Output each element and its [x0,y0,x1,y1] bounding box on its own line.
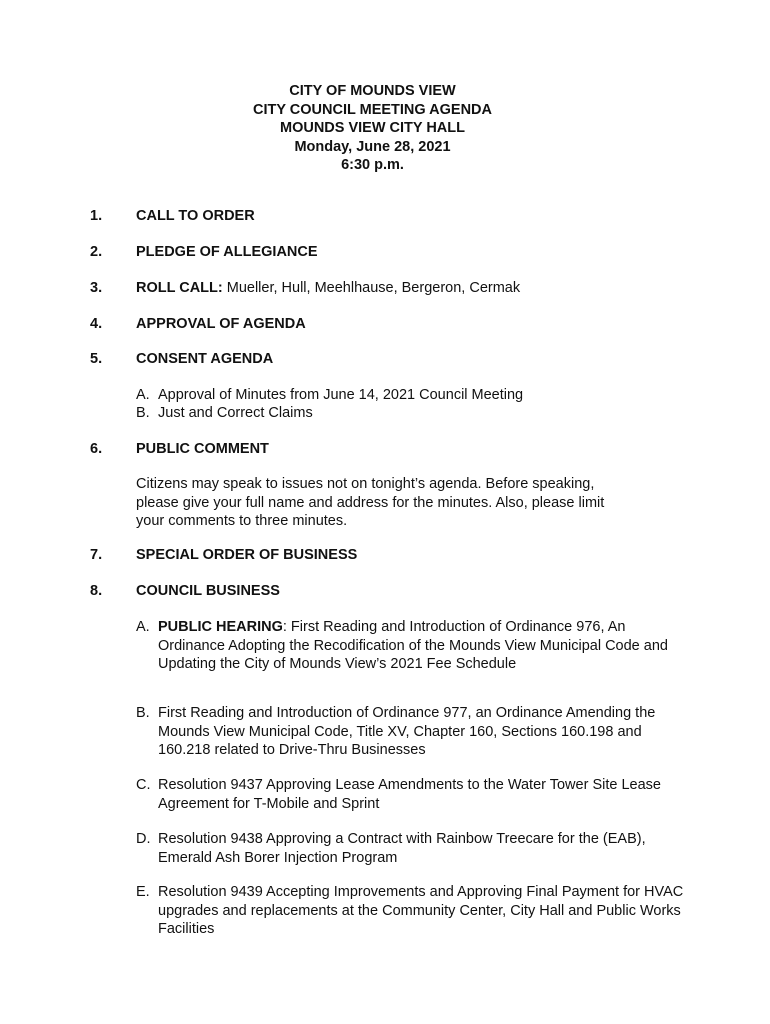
header-location: MOUNDS VIEW CITY HALL [279,120,465,136]
public-comment-line: please give your full name and address for the minutes. Also, please limit [136,494,605,511]
sub-text: First Reading and Introduction of Ordinance 977, an Ordinance Amending the Mounds View Municipal Code, Title XV, Chapter 160, Sections 160.198 and 160.218 related to Drive-Thru Businesses [158,705,656,758]
sub-text: Just and Correct Claims [158,405,313,421]
header-time: 6:30 p.m. [341,157,404,173]
item-number: 8. [90,583,103,599]
sub-letter: E. [136,884,150,900]
roll-call-label: ROLL CALL: [136,280,223,296]
agenda-header [0,82,745,175]
sub-letter: D. [136,831,151,847]
sub-letter: A. [136,387,150,403]
item-number: 2. [90,244,103,260]
sub-letter: C. [136,777,151,793]
header-meeting: CITY COUNCIL MEETING AGENDA [253,101,492,118]
roll-call-members: Mueller, Hull, Meehlhause, Bergeron, Cermak [222,280,521,296]
item-number: 7. [90,547,103,563]
item-title: SPECIAL ORDER OF BUSINESS [136,547,358,563]
sub-letter: B. [136,405,150,421]
public-hearing-label: PUBLIC HEARING [158,619,283,635]
item-number: 1. [90,208,103,224]
item-title: COUNCIL BUSINESS [136,583,280,599]
sub-text: Resolution 9439 Accepting Improvements and Approving Final Payment for HVAC upgrades and replacements at the Community Center, City Hall and Public Works Facilities [158,884,684,937]
item-title: PUBLIC COMMENT [136,441,269,457]
item-number: 3. [90,280,103,296]
public-comment-line: your comments to three minutes. [136,513,348,529]
sub-text: Resolution 9437 Approving Lease Amendments to the Water Tower Site Lease Agreement for T-Mobile and Sprint [158,777,661,812]
public-comment-line: Citizens may speak to issues not on tonight’s agenda. Before speaking, [136,476,595,492]
item-title [136,280,520,296]
sub-text: Approval of Minutes from June 14, 2021 Council Meeting [158,387,524,403]
item-number: 6. [90,441,103,457]
sub-letter: B. [136,705,150,721]
item-title: APPROVAL OF AGENDA [136,316,306,332]
sub-text [158,618,693,674]
item-title: CONSENT AGENDA [136,351,274,367]
public-hearing-text: : First Reading and Introduction of Ordinance 976, An Ordinance Adopting the Recodification of the Mounds View Municipal Code and Updating the City of Mounds View’s 2021 Fee Schedule [158,619,668,672]
item-title: PLEDGE OF ALLEGIANCE [136,244,318,260]
header-city: CITY OF MOUNDS VIEW [289,83,456,99]
sub-text: Resolution 9438 Approving a Contract with Rainbow Treecare for the (EAB), Emerald Ash Borer Injection Program [158,831,646,866]
public-comment-text [136,475,656,531]
item-number: 5. [90,351,103,367]
item-number: 4. [90,316,103,332]
header-date: Monday, June 28, 2021 [294,138,451,155]
sub-letter: A. [136,619,150,635]
item-title: CALL TO ORDER [136,208,255,224]
